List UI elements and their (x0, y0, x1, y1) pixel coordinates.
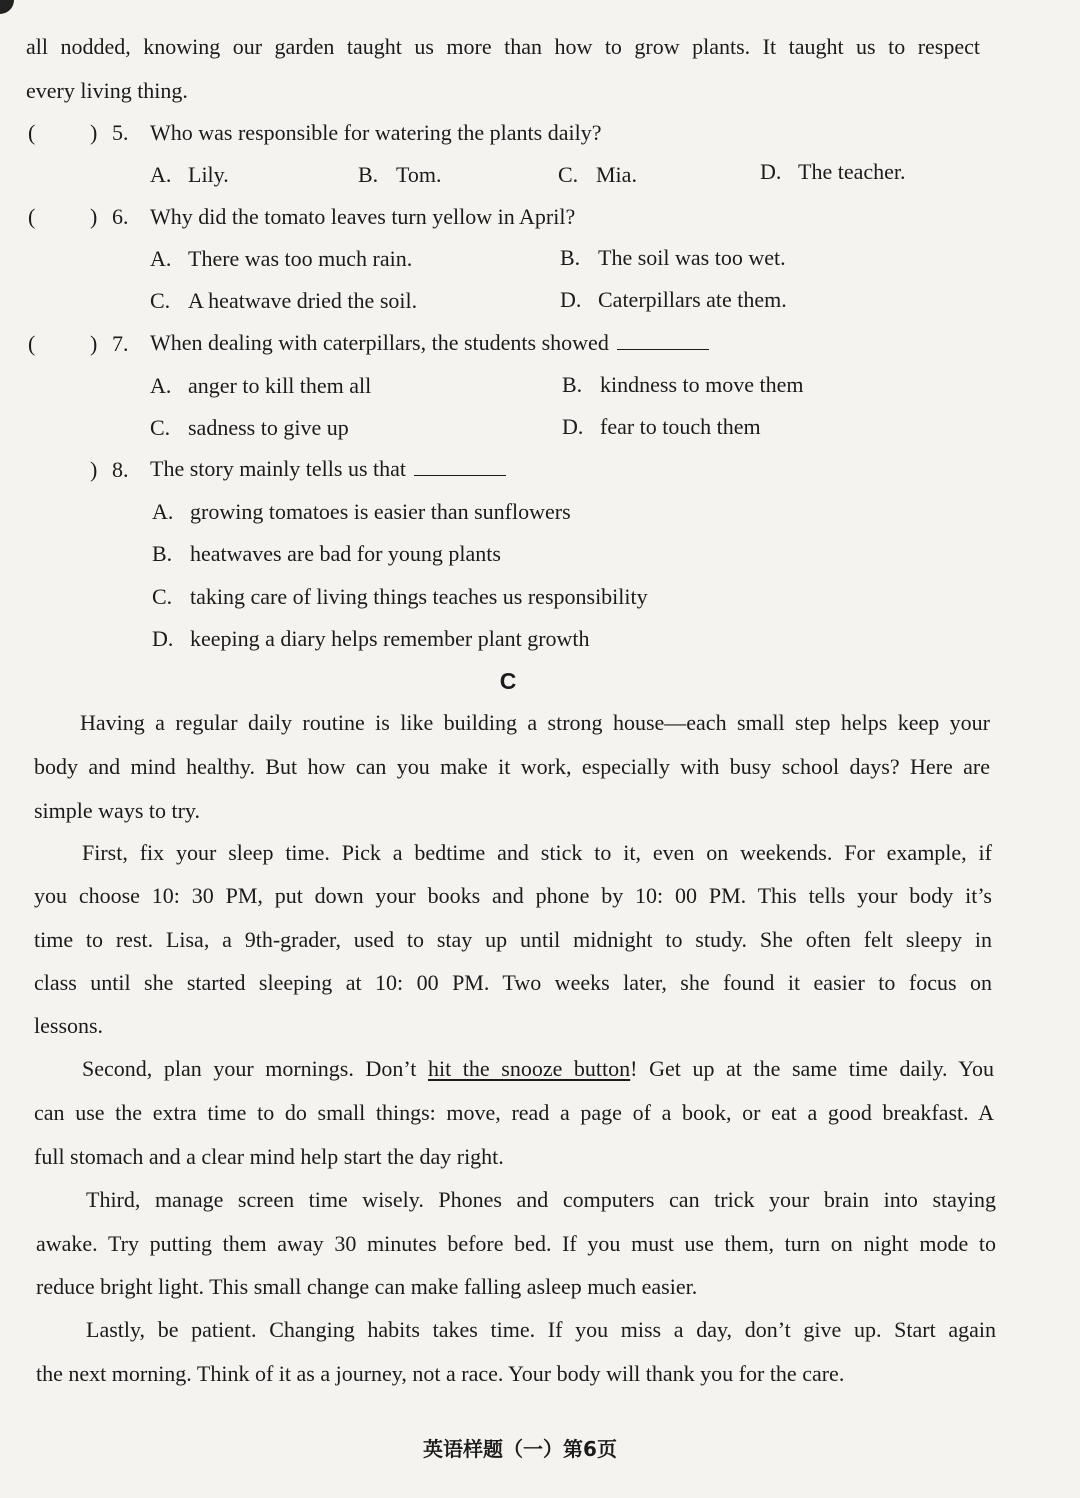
passage-b-line-2: every living thing. (26, 78, 188, 103)
paragraph-line (82, 1054, 994, 1084)
paragraph-line: reduce bright light. This small change can make falling asleep much easier. (36, 1274, 698, 1299)
paragraph-line: Having a regular daily routine is like building a strong house—each small step helps keep your (80, 710, 990, 735)
question-number: 6. (112, 204, 129, 229)
option-letter: D. (562, 414, 584, 439)
option-c[interactable] (150, 413, 349, 443)
paragraph-line: awake. Try putting them away 30 minutes before bed. If you must use them, turn on night mode to (36, 1231, 996, 1256)
option-text: taking care of living things teaches us responsibility (190, 584, 648, 609)
answer-paren-open: ( (28, 331, 36, 356)
option-text: Tom. (396, 162, 442, 187)
option-d[interactable] (562, 412, 761, 442)
option-letter: D. (560, 287, 582, 312)
answer-paren-close: ) (90, 457, 98, 482)
option-letter: D. (152, 626, 174, 651)
paragraph-line: Lastly, be patient. Changing habits takes time. If you miss a day, don’t give up. Start again (86, 1317, 996, 1342)
option-b[interactable] (358, 160, 442, 190)
answer-paren-open: ( (28, 120, 36, 145)
paragraph-line: lessons. (34, 1013, 104, 1038)
option-c[interactable] (558, 160, 637, 190)
question-number: 5. (112, 120, 129, 145)
question-stem: Why did the tomato leaves turn yellow in April? (150, 204, 576, 229)
paragraph-line: Third, manage screen time wisely. Phones and computers can trick your brain into staying (86, 1187, 996, 1212)
option-letter: B. (562, 372, 583, 397)
option-text: growing tomatoes is easier than sunflowers (190, 499, 571, 524)
page-footer: 英语样题（一）第6页 (423, 1437, 617, 1461)
option-letter: D. (760, 159, 782, 184)
option-letter: A. (150, 246, 172, 271)
section-c-title: C (499, 668, 517, 694)
option-a[interactable] (150, 160, 229, 190)
option-a[interactable] (150, 244, 412, 274)
underlined-phrase: hit the snooze button (427, 1056, 631, 1081)
paragraph-line: you choose 10: 30 PM, put down your books and phone by 10: 00 PM. This tells your body it’s (34, 883, 992, 908)
option-a[interactable] (150, 371, 371, 401)
option-text: The teacher. (798, 159, 906, 184)
answer-paren-close: ) (90, 120, 98, 145)
text-segment: ! Get up at the same time daily. You (630, 1056, 994, 1081)
option-letter: C. (150, 288, 171, 313)
option-text: keeping a diary helps remember plant growth (190, 626, 590, 651)
question-stem: When dealing with caterpillars, the students showed (150, 330, 609, 355)
question-number: 8. (112, 457, 129, 482)
answer-paren-close: ) (90, 331, 98, 356)
question-number: 7. (112, 331, 129, 356)
option-letter: A. (150, 162, 172, 187)
option-b[interactable] (152, 539, 501, 569)
option-c[interactable] (152, 582, 648, 612)
option-text: Caterpillars ate them. (598, 287, 787, 312)
option-letter: B. (560, 245, 581, 270)
option-letter: B. (152, 541, 173, 566)
text-segment: Second, plan your mornings. Don’t (82, 1056, 428, 1081)
option-text: Mia. (596, 162, 637, 187)
question-stem-line (150, 454, 506, 484)
paragraph-line: time to rest. Lisa, a 9th-grader, used to stay up until midnight to study. She often felt sleepy in (34, 927, 992, 952)
option-text: heatwaves are bad for young plants (190, 541, 501, 566)
option-letter: C. (152, 584, 173, 609)
paragraph-line: body and mind healthy. But how can you make it work, especially with busy school days? Here are (34, 754, 990, 779)
question-stem-line (150, 328, 709, 358)
option-d[interactable] (152, 624, 590, 654)
option-d[interactable] (760, 157, 906, 187)
option-letter: A. (152, 499, 174, 524)
option-text: fear to touch them (600, 414, 761, 439)
option-text: kindness to move them (600, 372, 804, 397)
option-a[interactable] (152, 497, 571, 527)
question-stem: The story mainly tells us that (150, 456, 407, 481)
option-letter: A. (150, 373, 172, 398)
answer-blank (617, 329, 709, 350)
option-d[interactable] (560, 285, 787, 315)
option-text: sadness to give up (188, 415, 349, 440)
option-text: The soil was too wet. (598, 245, 786, 270)
answer-paren-open: ( (28, 204, 36, 229)
passage-b-line-1: all nodded, knowing our garden taught us more than how to grow plants. It taught us to respect (26, 34, 980, 59)
paragraph-line: the next morning. Think of it as a journey, not a race. Your body will thank you for the care. (36, 1361, 845, 1386)
option-text: A heatwave dried the soil. (188, 288, 418, 313)
option-letter: C. (150, 415, 171, 440)
option-text: anger to kill them all (188, 373, 372, 398)
option-b[interactable] (562, 370, 803, 400)
paragraph-line: First, fix your sleep time. Pick a bedtime and stick to it, even on weekends. For example, if (82, 840, 992, 865)
answer-blank (414, 455, 506, 476)
paragraph-line: class until she started sleeping at 10: 00 PM. Two weeks later, she found it easier to focus on (34, 970, 992, 995)
question-stem: Who was responsible for watering the plants daily? (150, 120, 602, 145)
option-letter: C. (558, 162, 579, 187)
option-c[interactable] (150, 286, 417, 316)
paragraph-line: simple ways to try. (34, 798, 200, 823)
paragraph-line: full stomach and a clear mind help start the day right. (34, 1144, 504, 1169)
option-letter: B. (358, 162, 379, 187)
option-text: Lily. (188, 162, 229, 187)
answer-paren-close: ) (90, 204, 98, 229)
option-text: There was too much rain. (188, 246, 413, 271)
option-b[interactable] (560, 243, 786, 273)
paragraph-line: can use the extra time to do small things: move, read a page of a book, or eat a good breakfast. A (34, 1100, 994, 1125)
